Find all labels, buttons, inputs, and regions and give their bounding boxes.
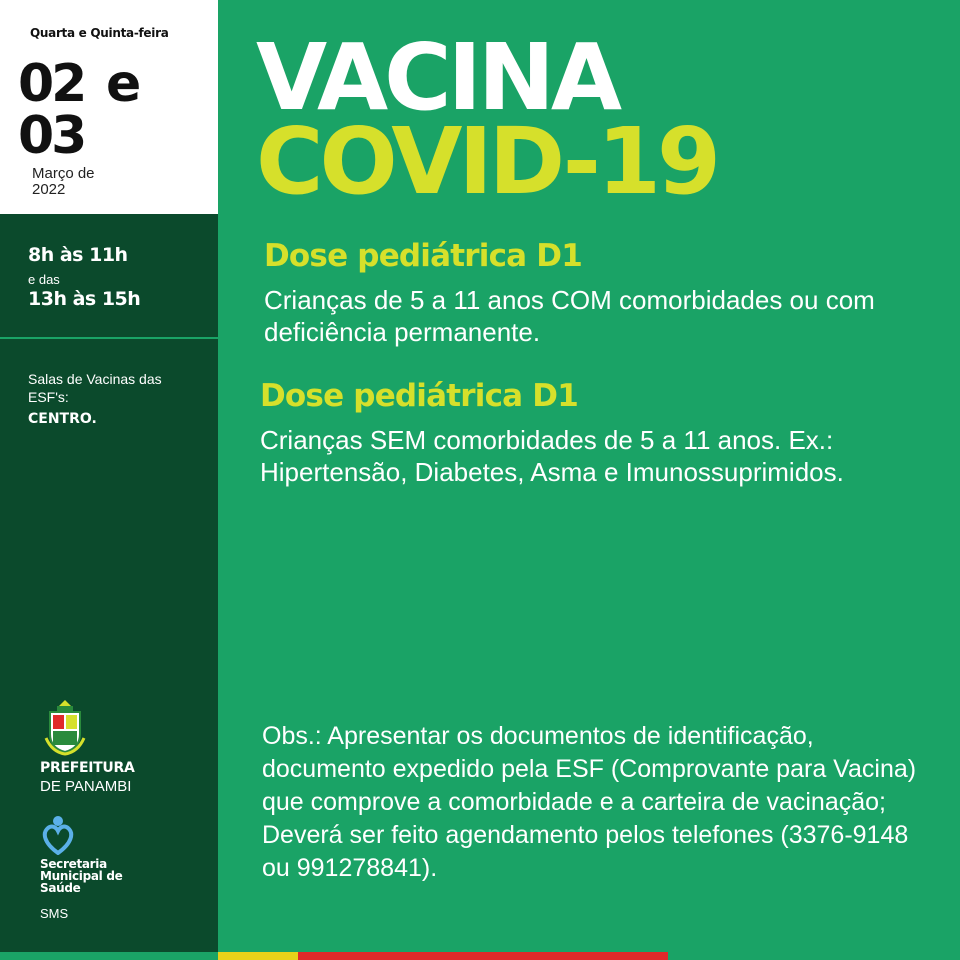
vaccine-rooms-label: Salas de Vacinas das ESF's: (28, 371, 162, 405)
dose-2-body: Crianças SEM comorbidades de 5 a 11 anos. Ex.: Hipertensão, Diabetes, Asma e Imunossuprimidos. (260, 425, 844, 487)
stripe-green-end (668, 952, 960, 960)
sidebar-divider (0, 337, 218, 339)
date-weekday: Quarta e Quinta-feira (30, 26, 169, 40)
vaccine-rooms (28, 370, 208, 428)
bottom-color-stripe (0, 952, 960, 960)
prefeitura-line-1: PREFEITURA (40, 760, 135, 776)
date-month-year-text: Março de 2022 (32, 165, 95, 198)
stripe-yellow (218, 952, 298, 960)
vaccine-rooms-location: CENTRO. (28, 411, 97, 427)
date-box (0, 0, 218, 214)
date-connector: e (106, 54, 142, 114)
panambi-coat-of-arms-icon (44, 698, 86, 756)
main-subtitle: COVID-19 (256, 108, 717, 215)
date-day-2: 03 (18, 106, 85, 166)
heart-hands-icon (40, 815, 76, 855)
dose-2-heading: Dose pediátrica D1 (260, 378, 578, 414)
dose-1-body: Crianças de 5 a 11 anos COM comorbidades ou com deficiência permanente. (264, 285, 875, 347)
date-month-year (32, 166, 112, 198)
observation-text: Obs.: Apresentar os documentos de identificação, documento expedido pela ESF (Comprovante para Vacina) que comprove a comorbidade e a carteira de vacinação; Deverá ser feito agendamento pelos telefones (3376-9148 ou 991278841). (262, 722, 917, 882)
stripe-green (0, 952, 218, 960)
hours-connector: e das (28, 272, 60, 287)
prefeitura-line-2: DE PANAMBI (40, 778, 132, 795)
secretaria-abbr: SMS (40, 906, 69, 921)
main-title: VACINA (256, 24, 619, 131)
dose-1-heading: Dose pediátrica D1 (264, 238, 582, 274)
secretaria-name: Secretaria Municipal de Saúde (40, 857, 123, 895)
stripe-red (298, 952, 668, 960)
hours-morning: 8h às 11h (28, 244, 128, 266)
hours-afternoon: 13h às 15h (28, 288, 141, 310)
hours-box (0, 214, 218, 338)
date-day-1: 02 (18, 54, 85, 114)
